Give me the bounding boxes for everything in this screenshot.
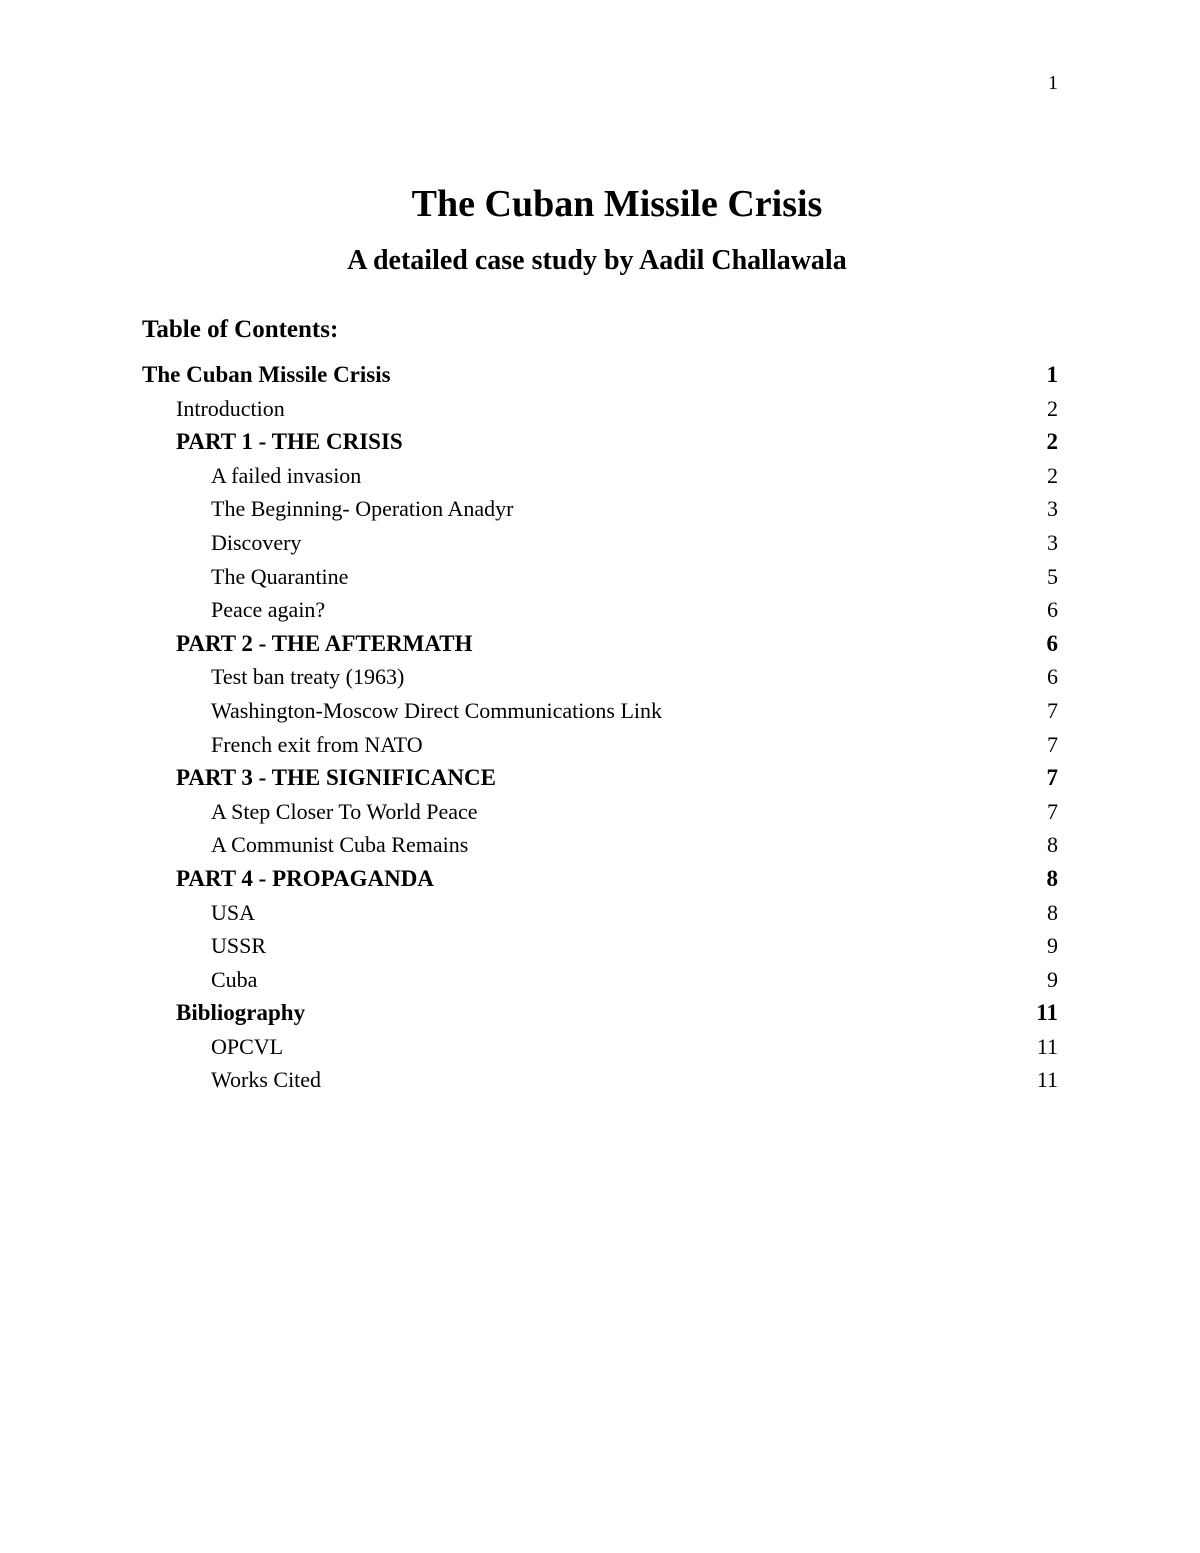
toc-entry-page: 9	[1047, 933, 1058, 959]
toc-entry-label: PART 2 - THE AFTERMATH	[176, 630, 473, 656]
toc-entry-page: 2	[1046, 429, 1058, 455]
toc-entry-page: 7	[1047, 731, 1058, 757]
toc-entry-label: Peace again?	[211, 597, 326, 623]
toc-entry[interactable]	[142, 929, 1058, 963]
toc-entry-label: Works Cited	[211, 1067, 322, 1093]
toc-entry[interactable]	[142, 1030, 1058, 1064]
table-of-contents	[142, 358, 1058, 1097]
toc-entry-label: Bibliography	[176, 1000, 306, 1026]
toc-entry-page: 6	[1047, 597, 1058, 623]
toc-entry-page: 2	[1047, 462, 1058, 488]
toc-entry[interactable]	[142, 896, 1058, 930]
toc-entry-page: 8	[1047, 832, 1058, 858]
toc-entry-page: 6	[1047, 664, 1058, 690]
toc-entry[interactable]	[142, 593, 1058, 627]
toc-entry-label: Washington-Moscow Direct Communications Link	[211, 697, 662, 723]
toc-entry-label: The Quarantine	[211, 563, 349, 589]
toc-entry[interactable]	[142, 660, 1058, 694]
toc-entry[interactable]	[142, 694, 1058, 728]
toc-entry-page: 9	[1047, 966, 1058, 992]
toc-entry-label: PART 3 - THE SIGNIFICANCE	[176, 765, 496, 791]
toc-entry[interactable]	[142, 828, 1058, 862]
toc-entry[interactable]	[142, 560, 1058, 594]
toc-entry[interactable]	[142, 761, 1058, 795]
toc-entry[interactable]	[142, 728, 1058, 762]
toc-entry[interactable]	[142, 862, 1058, 896]
toc-entry-label: USSR	[211, 933, 267, 959]
toc-entry-label: A failed invasion	[211, 462, 362, 488]
toc-entry-label: The Beginning- Operation Anadyr	[211, 496, 514, 522]
toc-entry[interactable]	[142, 392, 1058, 426]
toc-entry-page: 6	[1046, 630, 1058, 656]
toc-entry-page: 8	[1046, 865, 1058, 891]
toc-entry-page: 7	[1046, 765, 1058, 791]
toc-entry-label: OPCVL	[211, 1033, 284, 1059]
toc-entry-page: 1	[1046, 362, 1058, 387]
toc-entry-label: Test ban treaty (1963)	[211, 664, 405, 690]
toc-entry-page: 11	[1036, 1067, 1058, 1093]
toc-entry[interactable]	[142, 996, 1058, 1030]
toc-entry[interactable]	[142, 627, 1058, 661]
toc-entry-label: A Step Closer To World Peace	[211, 798, 478, 824]
toc-entry-label: PART 1 - THE CRISIS	[176, 429, 403, 455]
toc-entry-label: PART 4 - PROPAGANDA	[176, 865, 434, 891]
toc-entry[interactable]	[142, 795, 1058, 829]
toc-entry-page: 2	[1047, 395, 1058, 421]
toc-entry-label: A Communist Cuba Remains	[211, 832, 469, 858]
toc-entry-page: 3	[1047, 496, 1058, 522]
toc-entry-page: 8	[1047, 899, 1058, 925]
toc-entry-label: Introduction	[176, 395, 285, 421]
toc-entry[interactable]	[142, 492, 1058, 526]
toc-entry[interactable]	[142, 1063, 1058, 1097]
toc-entry-label: Cuba	[211, 966, 258, 992]
toc-entry-label: USA	[211, 899, 256, 925]
toc-entry[interactable]	[142, 963, 1058, 997]
toc-entry-page: 11	[1036, 1000, 1058, 1026]
toc-entry-page: 7	[1047, 697, 1058, 723]
toc-entry[interactable]	[142, 526, 1058, 560]
toc-heading: Table of Contents:	[142, 316, 339, 343]
document-title: The Cuban Missile Crisis	[411, 183, 823, 225]
toc-entry-label: The Cuban Missile Crisis	[142, 362, 391, 387]
toc-entry-page: 7	[1047, 798, 1058, 824]
toc-entry-label: French exit from NATO	[211, 731, 423, 757]
page-number: 1	[1048, 72, 1058, 94]
toc-entry-page: 11	[1036, 1033, 1058, 1059]
toc-entry[interactable]	[142, 358, 1058, 392]
toc-entry[interactable]	[142, 459, 1058, 493]
toc-entry-page: 5	[1047, 563, 1058, 589]
toc-entry[interactable]	[142, 425, 1058, 459]
toc-entry-page: 3	[1047, 529, 1058, 555]
toc-entry-label: Discovery	[211, 529, 302, 555]
document-subtitle: A detailed case study by Aadil Challawala	[347, 245, 847, 276]
